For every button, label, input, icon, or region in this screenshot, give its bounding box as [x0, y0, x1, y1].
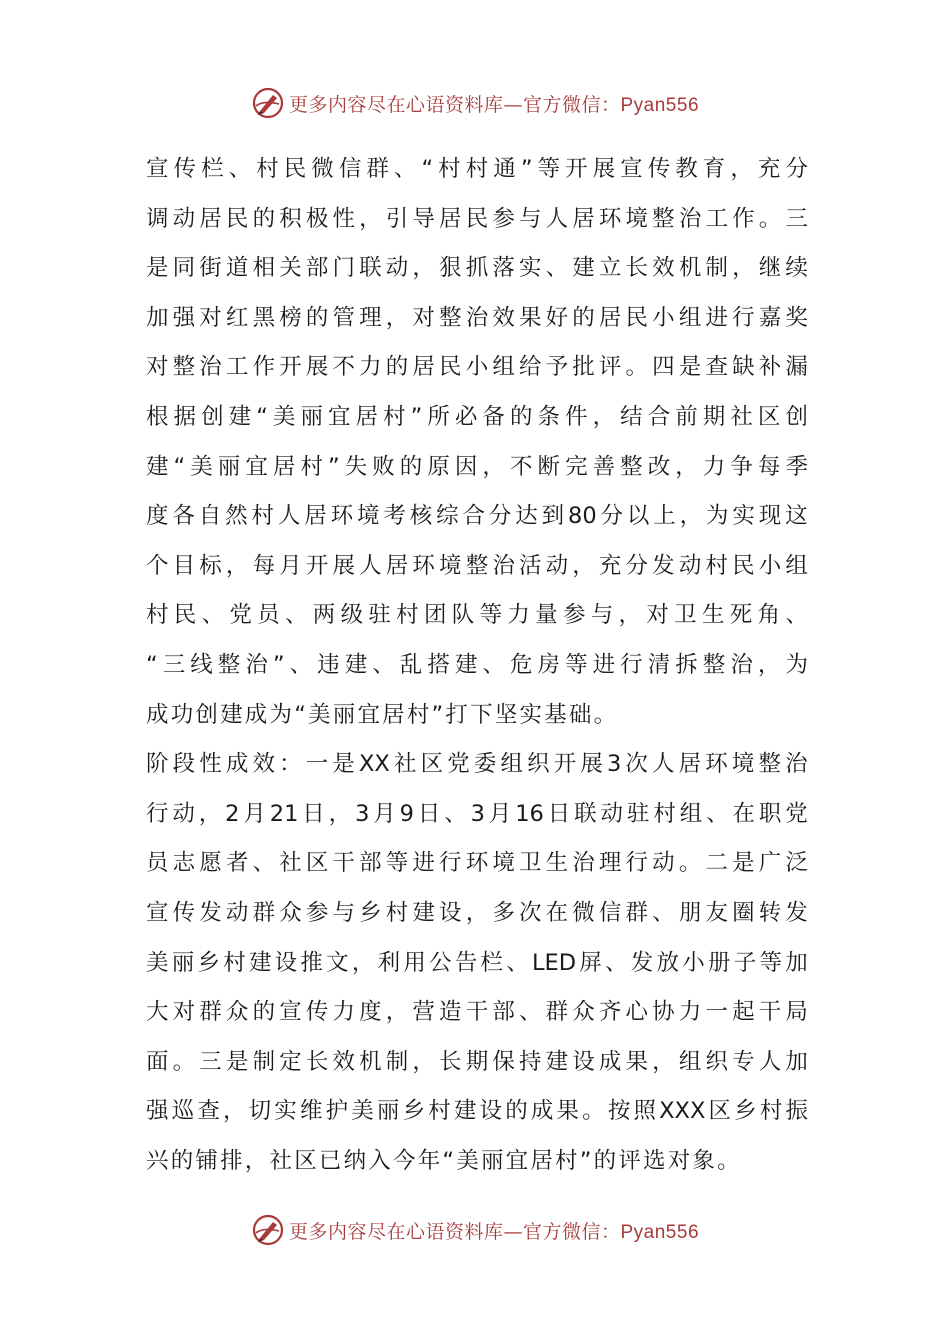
body-line: 兴的铺排，社区已纳入今年“美丽宜居村”的评选对象。	[146, 1147, 742, 1174]
body-line: “ 三 线 整 治 ” 、 违 建 、 乱 搭 建 、 危 房 等 进 行 清 拆 整 治 ， 为	[146, 651, 808, 678]
banner-text: 更多内容尽在心语资料库—官方微信：Pyan556	[288, 93, 700, 116]
body-line: 行 动 ， 2 月 21 日 ， 3 月 9 日 、 3 月 16 日 联 动 驻 村 组 、 在 职 党	[146, 800, 808, 827]
document-body	[146, 145, 808, 1186]
body-line: 宣 传 发 动 群 众 参 与 乡 村 建 设 ， 多 次 在 微 信 群 、 朋 友 圈 转 发	[146, 899, 808, 926]
body-line: 根 据 创 建 “ 美 丽 宜 居 村 ” 所 必 备 的 条 件 ， 结 合 前 期 社 区 创	[146, 403, 808, 430]
wechat-handle: Pyan556	[620, 94, 700, 116]
pen-logo-icon	[251, 86, 285, 120]
body-line: 美 丽 乡 村 建 设 推 文 ， 利 用 公 告 栏 、 LED 屏 、 发 放 小 册 子 等 加	[146, 949, 808, 976]
body-line: 面 。 三 是 制 定 长 效 机 制 ， 长 期 保 持 建 设 成 果 ， 组 织 专 人 加	[146, 1048, 808, 1075]
footer-banner	[0, 1210, 950, 1250]
header-banner	[0, 83, 950, 123]
body-line: 成功创建成为“美丽宜居村”打下坚实基础。	[146, 701, 619, 728]
banner-text: 更多内容尽在心语资料库—官方微信：Pyan556	[288, 1220, 700, 1243]
body-line: 对 整 治 工 作 开 展 不 力 的 居 民 小 组 给 予 批 评 。 四 是 查 缺 补 漏	[146, 354, 808, 381]
pen-logo-icon	[251, 1213, 285, 1247]
body-line: 是 同 街 道 相 关 部 门 联 动 ， 狠 抓 落 实 、 建 立 长 效 机 制 ， 继 续	[146, 255, 808, 282]
body-line: 加 强 对 红 黑 榜 的 管 理 ， 对 整 治 效 果 好 的 居 民 小 组 进 行 嘉 奖	[146, 304, 808, 331]
body-line: 强 巡 查 ， 切 实 维 护 美 丽 乡 村 建 设 的 成 果 。 按 照 XXX 区 乡 村 振	[146, 1098, 808, 1125]
body-line: 大 对 群 众 的 宣 传 力 度 ， 营 造 干 部 、 群 众 齐 心 协 力 一 起 干 局	[146, 999, 808, 1026]
body-line: 调 动 居 民 的 积 极 性 ， 引 导 居 民 参 与 人 居 环 境 整 治 工 作 。 三	[146, 205, 808, 232]
body-line: 阶 段 性 成 效 ： 一 是 XX 社 区 党 委 组 织 开 展 3 次 人 居 环 境 整 治	[146, 751, 808, 778]
body-line: 建 “ 美 丽 宜 居 村 ” 失 败 的 原 因 ， 不 断 完 善 整 改 ， 力 争 每 季	[146, 453, 808, 480]
body-line: 个 目 标 ， 每 月 开 展 人 居 环 境 整 治 活 动 ， 充 分 发 动 村 民 小 组	[146, 552, 808, 579]
body-line: 度 各 自 然 村 人 居 环 境 考 核 综 合 分 达 到 80 分 以 上 ， 为 实 现 这	[146, 503, 808, 530]
body-line: 员 志 愿 者 、 社 区 干 部 等 进 行 环 境 卫 生 治 理 行 动 。 二 是 广 泛	[146, 850, 808, 877]
body-line: 村 民 、 党 员 、 两 级 驻 村 团 队 等 力 量 参 与 ， 对 卫 生 死 角 、	[146, 602, 808, 629]
wechat-handle: Pyan556	[620, 1221, 700, 1243]
body-line: 宣 传 栏 、 村 民 微 信 群 、 “ 村 村 通 ” 等 开 展 宣 传 教 育 ， 充 分	[146, 156, 808, 182]
